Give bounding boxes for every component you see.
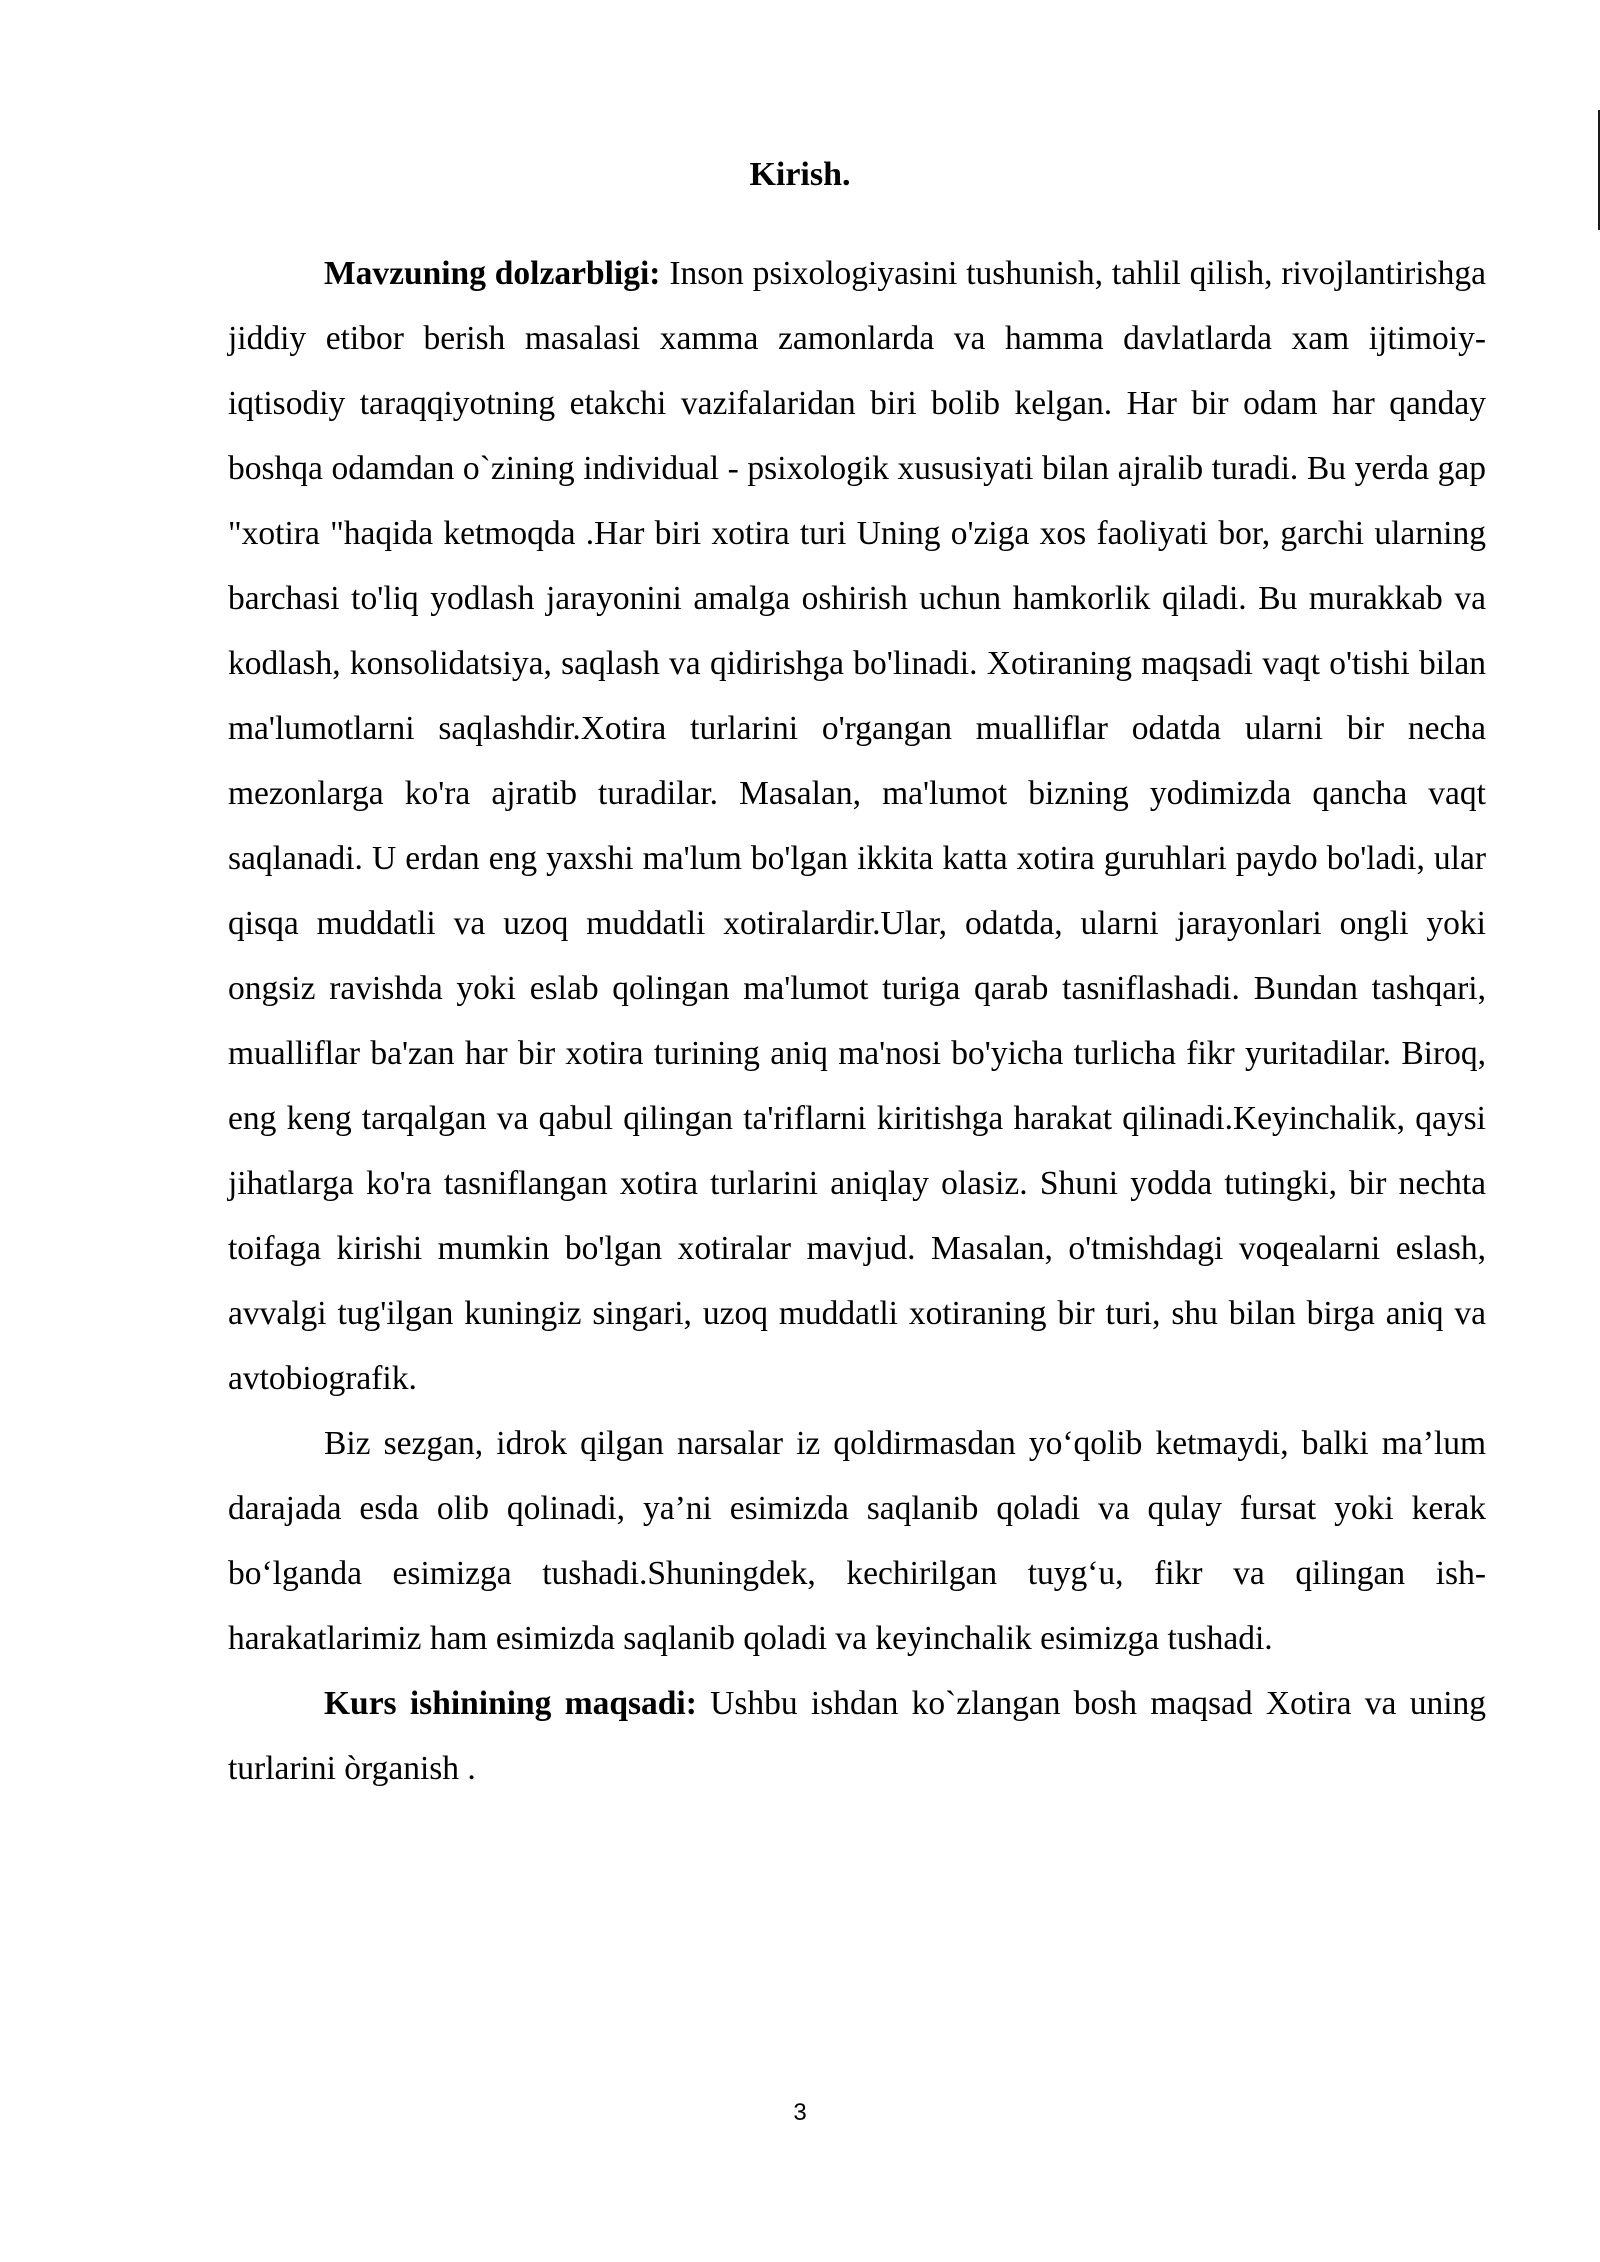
heading-relevance: Mavzuning dolzarbligi: bbox=[324, 255, 661, 292]
paragraph-memory-text: Biz sezgan, idrok qilgan narsalar iz qoldirmasdan yo‘qolib ketmaydi, balki ma’lum darajada esda olib qolinadi, ya’ni esimizda saqlanib qoladi va qulay fursat yoki kerak bo‘lganda esimizga tushadi.Shuningdek, kechirilgan tuyg‘u, fikr va qilingan ish-harakatlarimiz ham esimizda saqlanib qoladi va keyinchalik esimizga tushadi. bbox=[228, 1425, 1486, 1657]
paragraph-relevance bbox=[228, 241, 1486, 1411]
page-number: 3 bbox=[793, 2099, 807, 2126]
page-title: Kirish. bbox=[749, 156, 851, 193]
body-text bbox=[228, 241, 1486, 1801]
paragraph-memory bbox=[228, 1411, 1486, 1671]
heading-goal: Kurs ishinining maqsadi: bbox=[324, 1685, 697, 1722]
paragraph-goal-text: Ushbu ishdan ko`zlangan bosh maqsad Xotira va uning turlarini òrganish . bbox=[228, 1685, 1487, 1787]
paragraph-goal bbox=[228, 1671, 1486, 1801]
paragraph-relevance-text: Inson psixologiyasini tushunish, tahlil qilish, rivojlantirishga jiddiy etibor berish masalasi xamma zamonlarda va hamma davlatlarda xam ijtimoiy-iqtisodiy taraqqiyotning etakchi vazifalaridan biri bolib kelgan. Har bir odam har qanday boshqa odamdan o`zining individual - psixologik xususiyati bilan ajralib turadi. Bu yerda gap "xotira "haqida ketmoqda .Har biri xotira turi Uning o'ziga xos faoliyati bor, garchi ularning barchasi to'liq yodlash jarayonini amalga oshirish uchun hamkorlik qiladi. Bu murakkab va kodlash, konsolidatsiya, saqlash va qidirishga bo'linadi. Xotiraning maqsadi vaqt o'tishi bilan ma'lumotlarni saqlashdir.Xotira turlarini o'rgangan mualliflar odatda ularni bir necha mezonlarga ko'ra ajratib turadilar. Masalan, ma'lumot bizning yodimizda qancha vaqt saqlanadi. U erdan eng yaxshi ma'lum bo'lgan ikkita katta xotira guruhlari paydo bo'ladi, ular qisqa muddatli va uzoq muddatli xotiralardir.Ular, odatda, ularni jarayonlari ongli yoki ongsiz ravishda yoki eslab qolingan ma'lumot turiga qarab tasniflashadi. Bundan tashqari, mualliflar ba'zan har bir xotira turining aniq ma'nosi bo'yicha turlicha fikr yuritadilar. Biroq, eng keng tarqalgan va qabul qilingan ta'riflarni kiritishga harakat qilinadi.Keyinchalik, qaysi jihatlarga ko'ra tasniflangan xotira turlarini aniqlay olasiz. Shuni yodda tutingki, bir nechta toifaga kirishi mumkin bo'lgan xotiralar mavjud. Masalan, o'tmishdagi voqealarni eslash, avvalgi tug'ilgan kuningiz singari, uzoq muddatli xotiraning bir turi, shu bilan birga aniq va avtobiografik. bbox=[228, 255, 1486, 1397]
